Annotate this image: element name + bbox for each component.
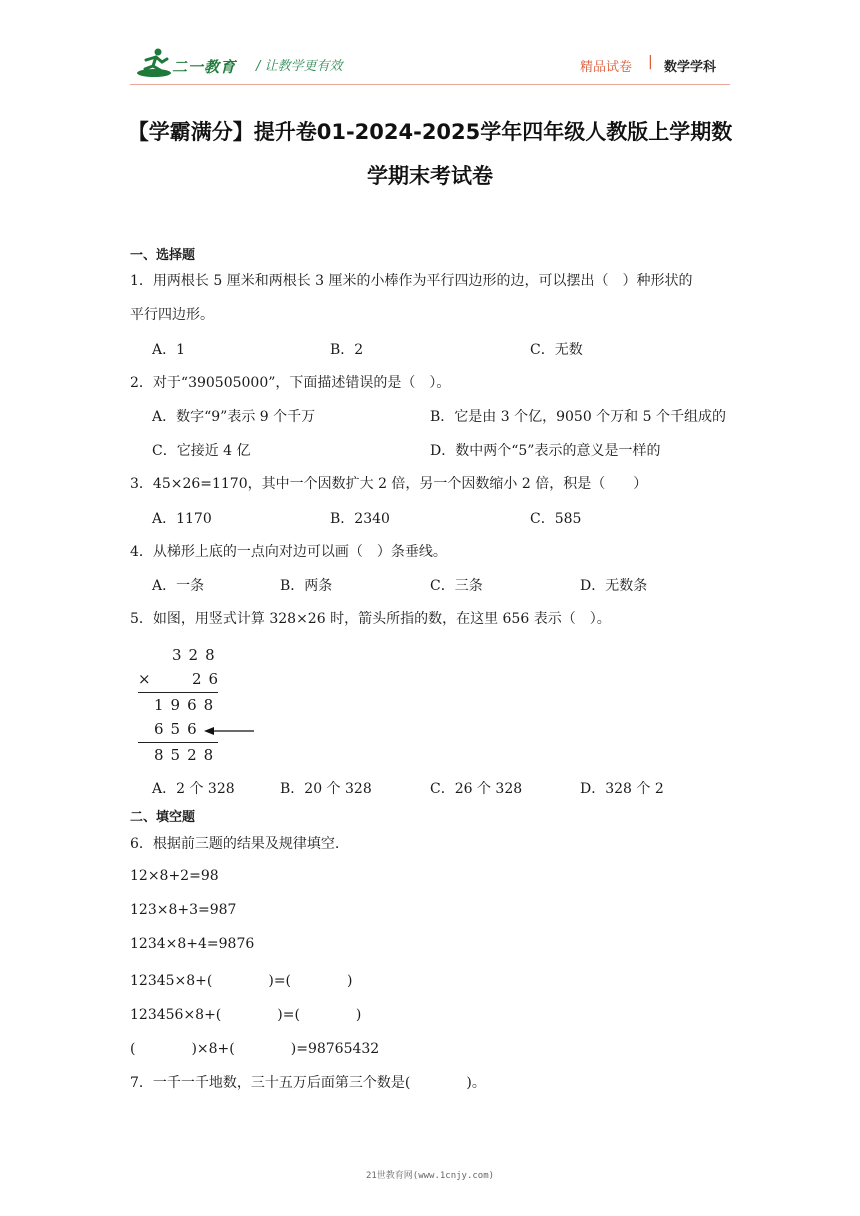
- calc-partial-1: 1968: [154, 696, 221, 714]
- section-heading-choice: 一、选择题: [130, 248, 196, 263]
- vertical-multiplication-figure: [136, 644, 266, 774]
- q4-option-c: C．三条: [430, 578, 483, 594]
- q6-line-1: 12×8+2=98: [130, 868, 219, 884]
- q6-line-4: 12345×8+( )=( ): [130, 973, 353, 989]
- q5-text: 5．如图，用竖式计算 328×26 时，箭头所指的数，在这里 656 表示（ ）。: [130, 611, 611, 627]
- q6-line-2: 123×8+3=987: [130, 902, 237, 918]
- q6-text: 6．根据前三题的结果及规律填空.: [130, 836, 340, 852]
- q5-option-d: D．328 个 2: [580, 781, 664, 797]
- q6-line-6: ( )×8+( )=98765432: [130, 1041, 380, 1057]
- q1-option-c: C．无数: [530, 342, 583, 358]
- runner-logo-icon: [136, 46, 172, 80]
- logo-text: 二一教育: [172, 58, 237, 76]
- q2-text: 2．对于“390505000”，下面描述错误的是（ ）。: [130, 375, 451, 391]
- q2-option-a: A．数字“9”表示 9 个千万: [152, 409, 316, 425]
- doc-title-line2: 学期末考试卷: [367, 164, 493, 188]
- q6-line-3: 1234×8+4=9876: [130, 936, 255, 952]
- q6-line-5: 123456×8+( )=( ): [130, 1007, 362, 1023]
- header-tag-subject: 数学学科: [664, 60, 717, 75]
- header-separator: |: [648, 54, 653, 70]
- q4-option-d: D．无数条: [580, 578, 648, 594]
- calc-partial-2: 656: [154, 720, 204, 738]
- q1-option-a: A．1: [152, 342, 186, 358]
- q1-text-line2: 平行四边形。: [130, 307, 214, 323]
- q3-option-c: C．585: [530, 511, 582, 527]
- slogan: / 让教学更有效: [256, 59, 343, 74]
- arrow-left-icon: [204, 726, 256, 736]
- calc-multiplier: 26: [192, 670, 226, 688]
- q4-option-b: B．两条: [280, 578, 333, 594]
- q3-text: 3．45×26=1170，其中一个因数扩大 2 倍，另一个因数缩小 2 倍，积是（ ）: [130, 476, 648, 492]
- logo: [136, 46, 246, 80]
- calc-product: 8528: [154, 746, 221, 764]
- header-tag-premium: 精品试卷: [580, 60, 633, 75]
- calc-multiplicand: 328: [172, 646, 222, 664]
- q3-option-a: A．1170: [152, 511, 212, 527]
- calc-line-1: [138, 692, 218, 693]
- q5-option-a: A．2 个 328: [152, 781, 235, 797]
- q1-option-b: B．2: [330, 342, 364, 358]
- q2-option-b: B．它是由 3 个亿，9050 个万和 5 个千组成的: [430, 409, 726, 425]
- page-footer: 21世教育网(www.1cnjy.com): [365, 1171, 495, 1181]
- q4-option-a: A．一条: [152, 578, 205, 594]
- q7-text: 7．一千一千地数，三十五万后面第三个数是( )。: [130, 1075, 486, 1091]
- q2-option-d: D．数中两个“5”表示的意义是一样的: [430, 443, 661, 459]
- q1-text-line1: 1．用两根长 5 厘米和两根长 3 厘米的小棒作为平行四边形的边，可以摆出（ ）种形状的: [130, 273, 693, 289]
- doc-title-line1: 【学霸满分】提升卷01-2024-2025学年四年级人教版上学期数: [127, 120, 733, 144]
- q5-option-b: B．20 个 328: [280, 781, 372, 797]
- q3-option-b: B．2340: [330, 511, 390, 527]
- calc-line-2: [138, 742, 218, 743]
- calc-times-sign: ×: [138, 670, 158, 688]
- q4-text: 4．从梯形上底的一点向对边可以画（ ）条垂线。: [130, 544, 447, 560]
- q5-option-c: C．26 个 328: [430, 781, 523, 797]
- section-heading-fill: 二、填空题: [130, 810, 196, 825]
- q2-option-c: C．它接近 4 亿: [152, 443, 251, 459]
- header-divider: [130, 84, 730, 85]
